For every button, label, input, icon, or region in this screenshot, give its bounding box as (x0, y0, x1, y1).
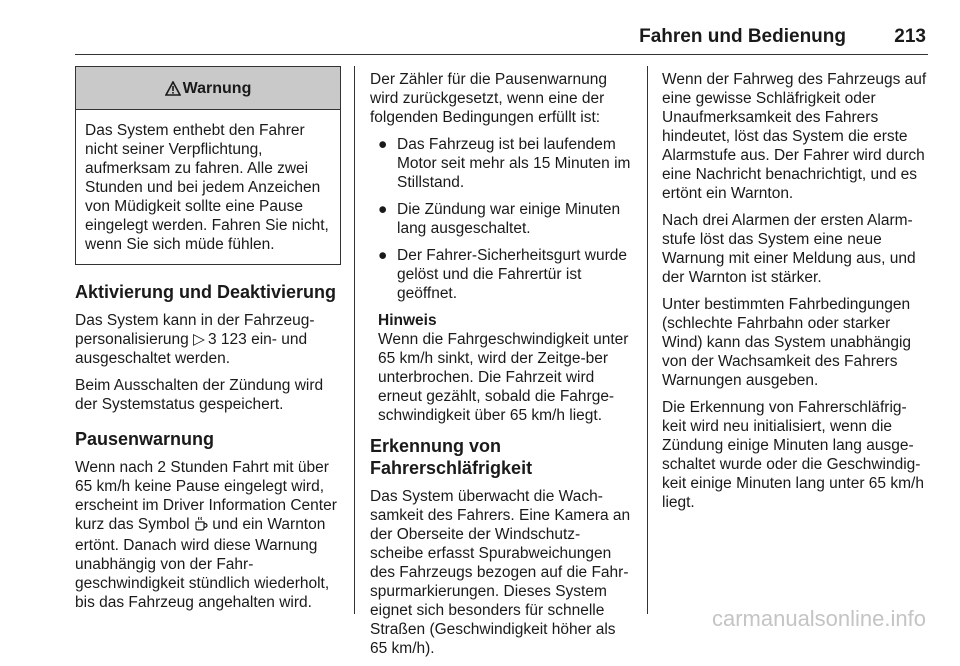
paragraph-pause-text-a: Wenn nach 2 Stunden Fahrt mit über 65 km/h keine Pause eingelegt wird, erscheint im Driver Information Center kurz das Symbol (75, 459, 337, 533)
warning-box (75, 66, 341, 265)
watermark: carmanualsonline.info (711, 606, 926, 631)
paragraph-pause-warning (75, 458, 341, 612)
paragraph-first-alarm: Wenn der Fahrweg des Fahrzeugs auf eine gewisse Schläfrigkeit oder Unaufmerksamkeit des Fahrers hindeutet, löst das System die erste Alarmstufe aus. Der Fahrer wird durch eine Nachricht benachrichtigt, und es ertönt ein Warnton. (662, 71, 927, 202)
page-number: 213 (894, 26, 926, 47)
header-rule (75, 54, 928, 55)
paragraph-activation-text-a: Das System kann in der Fahrzeug-personalisierung (75, 312, 315, 348)
note-block (370, 311, 633, 425)
paragraph-ignition: Beim Ausschalten der Zündung wird der Systemstatus gespeichert. (75, 377, 324, 413)
bullet-icon: ● (378, 247, 388, 264)
list-item (370, 200, 633, 238)
warning-header (76, 67, 340, 110)
paragraph-activation (75, 311, 341, 368)
column-2 (370, 70, 633, 666)
paragraph-activation-text-b: ein- und ausgeschaltet werden. (75, 331, 308, 367)
warning-title: Warnung (182, 79, 252, 97)
paragraph-pause-text-b: und ein Warnton ertönt. Danach wird diese Warnung unabhängig von der Fahr-geschwindigkeit stündlich wiederholt, bis das Fahrzeug angehalten wird. (75, 516, 330, 611)
column-divider-1 (354, 66, 355, 614)
reference-arrow-icon: ▷ (193, 331, 205, 348)
heading-activation: Aktivierung und Deaktivierung (75, 282, 337, 302)
paragraph-conditions: Unter bestimmten Fahrbedingungen (schlechte Fahrbahn oder starker Wind) kann das System unabhängig von der Wachsamkeit des Fahrers Warnungen ausgeben. (662, 296, 912, 389)
note-title: Hinweis (378, 312, 437, 329)
list-item-text: Die Zündung war einige Minuten lang ausgeschaltet. (397, 201, 621, 237)
section-title: Fahren und Bedienung (639, 26, 846, 47)
column-3 (662, 70, 930, 520)
paragraph-second-alarm: Nach drei Alarmen der ersten Alarm-stufe löst das System eine neue Warnung mit einer Meldung aus, und der Warnton ist stärker. (662, 212, 916, 286)
warning-triangle-icon (165, 81, 181, 96)
paragraph-reinitialize: Die Erkennung von Fahrerschläfrig-keit wird neu initialisiert, wenn die Zündung einige Minuten lang ausge-schaltet wurde oder die Geschwindig-keit einige Minuten lang unter 65 km/h liegt. (662, 399, 924, 511)
bullet-icon: ● (378, 136, 388, 153)
coffee-cup-icon (194, 516, 208, 536)
column-1 (75, 66, 341, 620)
bullet-icon: ● (378, 201, 388, 218)
list-item-text: Das Fahrzeug ist bei laufendem Motor seit mehr als 15 Minuten im Stillstand. (397, 136, 631, 191)
heading-drowsiness: Erkennung von Fahrerschläfrigkeit (370, 436, 533, 478)
page-header (75, 26, 928, 48)
warning-text: Das System enthebt den Fahrer nicht seiner Verpflichtung, aufmerksam zu fahren. Alle zwei Stunden und bei jedem Anzeichen von Müdigkeit sollte eine Pause eingelegt werden. Fahren Sie nicht, wenn Sie sich müde fühlen. (85, 122, 329, 253)
list-item (370, 246, 633, 303)
list-item-text: Der Fahrer-Sicherheitsgurt wurde gelöst und die Fahrertür ist geöffnet. (397, 247, 628, 302)
paragraph-counter-reset: Der Zähler für die Pausenwarnung wird zurückgesetzt, wenn eine der folgenden Bedingungen erfüllt ist: (370, 71, 607, 126)
page-reference-link[interactable]: 3 123 (207, 331, 247, 348)
reset-conditions-list (370, 135, 633, 303)
note-text: Wenn die Fahrgeschwindigkeit unter 65 km/h sinkt, wird der Zeitge-ber unterbrochen. Die Fahrzeit wird erneut gezählt, sobald die Fahrge-schwindigkeit über 65 km/h liegt. (378, 331, 629, 424)
column-divider-2 (647, 66, 648, 614)
list-item (370, 135, 633, 192)
heading-pause-warning: Pausenwarnung (75, 429, 215, 449)
paragraph-drowsiness: Das System überwacht die Wach-samkeit des Fahrers. Eine Kamera an der Oberseite der Windschutz-scheibe erfasst Spurabweichungen des Fahrzeugs bezogen auf die Fahr-spurmarkierungen. Dieses System eignet sich besonders für schnelle Straßen (Geschwindigkeit höher als 65 km/h). (370, 488, 631, 657)
